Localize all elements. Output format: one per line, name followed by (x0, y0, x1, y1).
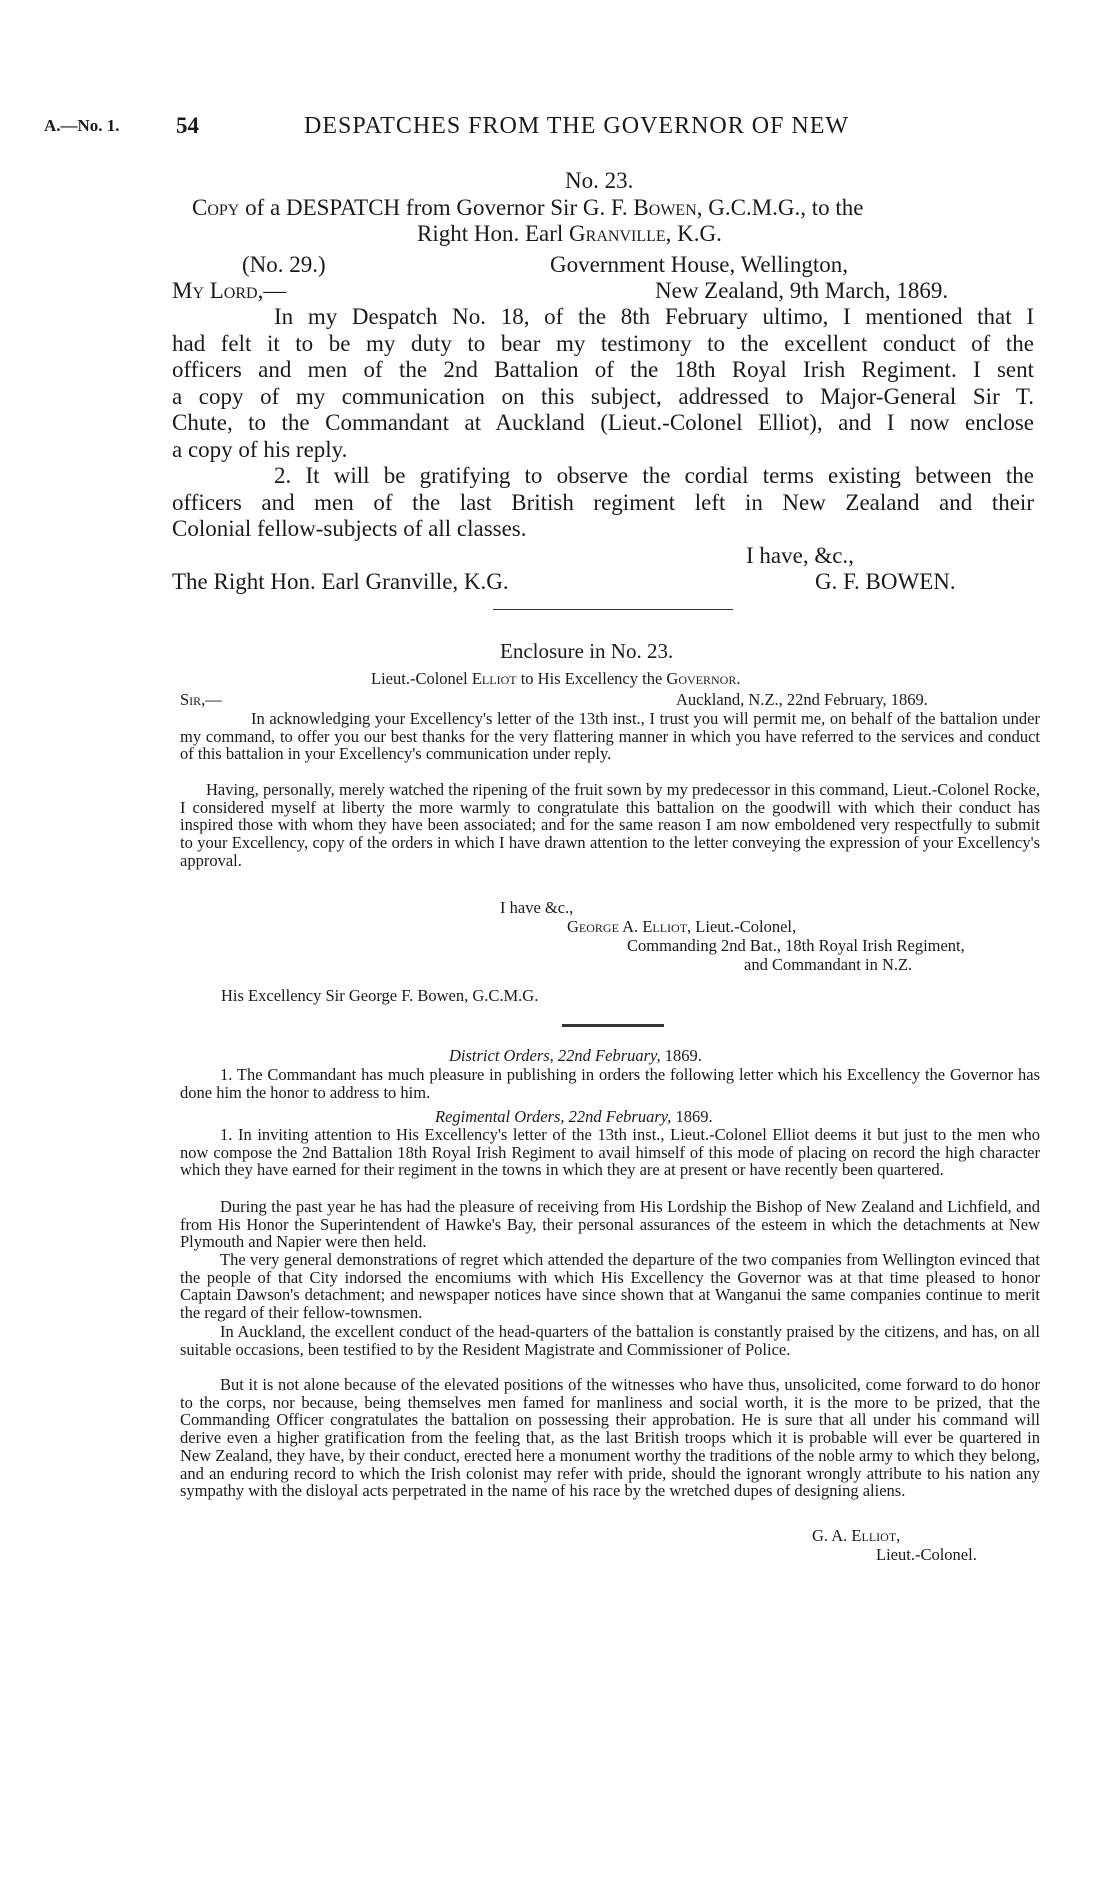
despatch-closing: I have, &c., (746, 543, 854, 568)
sig-george: George (567, 917, 619, 936)
do-heading-year: 1869. (660, 1046, 702, 1065)
enclosure-subheading (371, 669, 740, 689)
p1-line: a copy of my communication on this subject, addressed to Major-General Sir T. (172, 383, 1034, 409)
regimental-orders-sig-rank: Lieut.-Colonel. (876, 1545, 977, 1564)
title-bowen: Bowen (633, 195, 697, 220)
p2-line: Colonial fellow-subjects of all classes. (172, 516, 527, 541)
title-end: , G.C.M.G., to the (696, 195, 864, 220)
sig-elliot: Elliot (642, 917, 688, 936)
despatch-addressee: The Right Hon. Earl Granville, K.G. (172, 569, 509, 594)
despatch-number: No. 23. (565, 168, 634, 193)
regimental-orders-heading (435, 1107, 713, 1127)
p1-line: officers and men of the 2nd Battalion of the 18th Royal Irish Regiment. I sent (172, 357, 1034, 382)
despatch-date: New Zealand, 9th March, 1869. (655, 278, 949, 303)
regimental-orders-para: 1. In inviting attention to His Excellency's letter of the 13th inst., Lieut.-Colonel Elliot deems it but just to the men who now compose the 2nd Battalion 18th Royal Irish Regiment to avail himself of this mode of placing on record the high character which they have earned for their regiment in the towns in which they are at present or have recently been quartered. (180, 1125, 1040, 1180)
district-orders-para1: 1. The Commandant has much pleasure in publishing in orders the following letter which his Excellency the Governor has done him the honor to address to him. (180, 1065, 1040, 1102)
section-divider-thick (562, 1024, 664, 1027)
sub-e: . (736, 669, 741, 688)
running-title: DESPATCHES FROM THE GOVERNOR OF NEW (304, 113, 850, 139)
p1-line: had felt it to be my duty to bear my testimony to the excellent conduct of the (172, 330, 1034, 356)
despatch-salutation: My Lord,— (172, 278, 287, 303)
enclosure-signature (567, 917, 796, 937)
sig-rank: , Lieut.-Colonel, (687, 917, 797, 936)
header-ref: A.—No. 1. (44, 116, 120, 135)
sub-a: Lieut.-Colonel (371, 669, 472, 688)
title-mid: of a DESPATCH from Governor Sir G. F. (239, 195, 634, 220)
section-divider (493, 609, 733, 610)
title2-granville: Granville (569, 221, 666, 246)
sub-governor: Governor (666, 669, 737, 688)
title2-c: , K.G. (665, 221, 722, 246)
do-heading-italic: District Orders, 22nd February, (449, 1046, 661, 1065)
ro-heading-year: 1869. (671, 1107, 713, 1126)
enclosure-addressee: His Excellency Sir George F. Bowen, G.C.M.G. (221, 986, 539, 1005)
page-number: 54 (176, 113, 199, 138)
despatch-place: Government House, Wellington, (550, 252, 848, 277)
title-copy: Copy (192, 195, 240, 220)
despatch-title-line2 (417, 221, 722, 247)
p2-line: officers and men of the last British regiment left in New Zealand and their (172, 489, 1034, 515)
enclosure-heading: Enclosure in No. 23. (500, 639, 674, 663)
despatch-para2 (172, 463, 1034, 543)
p2-line: 2. It will be gratifying to observe the cordial terms existing between the (274, 463, 1034, 488)
despatch-signature: G. F. BOWEN. (815, 569, 956, 594)
title2-a: Right Hon. Earl (417, 221, 570, 246)
p1-line: Chute, to the Commandant at Auckland (Lieut.-Colonel Elliot), and I now enclose (172, 410, 1034, 435)
sig-a: A. (618, 917, 643, 936)
despatch-para1 (172, 304, 1034, 463)
sub-c: to His Excellency the (516, 669, 667, 688)
enclosure-sig-line3: and Commandant in N.Z. (744, 955, 913, 974)
despatch-title-line1 (192, 195, 864, 221)
regimental-orders-sig-name: G. A. Elliot, (812, 1526, 901, 1545)
enclosure-date: Auckland, N.Z., 22nd February, 1869. (676, 690, 928, 709)
regimental-orders-para: During the past year he has had the pleasure of receiving from His Lordship the Bishop of New Zealand and Lichfield, and from His Honor the Superintendent of Hawke's Bay, their personal assurances of the esteem in which the detachments at New Plymouth and Napier were then held. (180, 1197, 1040, 1252)
sub-elliot: Elliot (471, 669, 517, 688)
enclosure-sig-line2: Commanding 2nd Bat., 18th Royal Irish Regiment, (627, 936, 965, 955)
regimental-orders-para: In Auckland, the excellent conduct of the head-quarters of the battalion is constantly praised by the citizens, and has, on all suitable occasions, been testified to by the Resident Magistrate and Commissioner of Police. (180, 1322, 1040, 1359)
regimental-orders-para: The very general demonstrations of regret which attended the departure of the two companies from Wellington evinced that the people of that City indorsed the encomiums with which His Excellency the Governor was at that time pleased to honor Captain Dawson's detachment; and newspaper notices have since shown that at Wanganui the same companies continue to merit the regard of their fellow-townsmen. (180, 1250, 1040, 1323)
enclosure-salutation: Sir,— (180, 690, 222, 709)
regimental-orders-para: But it is not alone because of the elevated positions of the witnesses who have thus, unsolicited, come forward to do honor to the corps, nor because, being themselves men famed for manliness and social worth, it is the more to be prized, that the Commanding Officer congratulates the battalion on possessing their approbation. He is sure that all under his command will derive even a higher gratification from the feeling that, as the last British troops which it is probable will ever be quartered in New Zealand, they have, by their conduct, erected here a monument worthy the traditions of the noble army to which they belong, and an enduring record to which the Irish colonist may refer with pride, should the ignorant wrongly attribute to his nation any sympathy with the disloyal acts perpetrated in the name of his race by the wretched dupes of designing aliens. (180, 1375, 1041, 1501)
p1-line: a copy of his reply. (172, 436, 348, 462)
enclosure-para2: Having, personally, merely watched the ripening of the fruit sown by my predecessor in this command, Lieut.-Colonel Rocke, I considered myself at liberty the more warmly to congratulate this battalion on the goodwill with which their conduct has inspired those with whom they have been associated; and for the same reason I am now emboldened very respectfully to submit to your Excellency, copy of the orders in which I have drawn attention to the letter conveying the expression of your Excellency's approval. (180, 780, 1040, 870)
ro-heading-italic: Regimental Orders, 22nd February, (435, 1107, 672, 1126)
p1-line: In my Despatch No. 18, of the 8th February ultimo, I mentioned that I (274, 304, 1034, 329)
despatch-ref-no: (No. 29.) (242, 252, 326, 277)
district-orders-heading (449, 1046, 702, 1066)
enclosure-closing: I have &c., (500, 898, 574, 917)
enclosure-para1: In acknowledging your Excellency's letter of the 13th inst., I trust you will permit me, on behalf of the battalion under my command, to offer you our best thanks for the very flattering manner in which you have referred to the services and conduct of this battalion in your Excellency's communication under reply. (180, 709, 1040, 764)
